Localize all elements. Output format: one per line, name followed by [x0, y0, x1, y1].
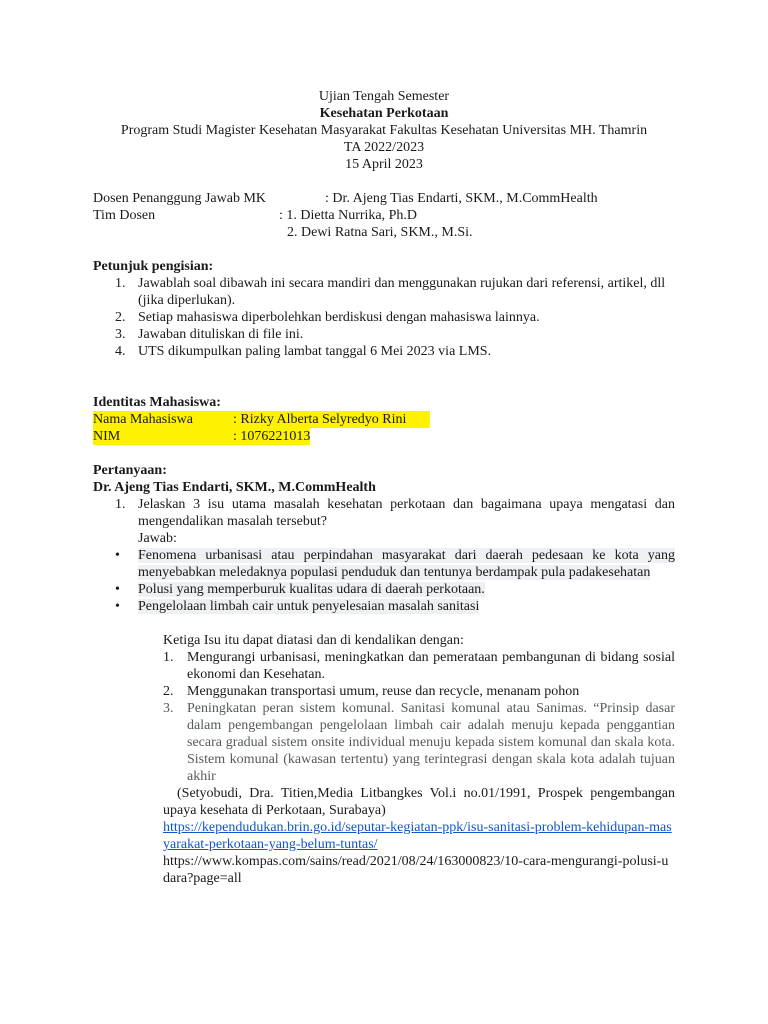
lecturer-name: Dr. Ajeng Tias Endarti, SKM., M.CommHealth	[93, 480, 376, 495]
tim-row-2	[93, 224, 675, 241]
question-list	[93, 496, 675, 530]
list-item: 4. UTS dikumpulkan paling lambat tanggal 6 Mei 2023 via LMS.	[115, 344, 492, 359]
exam-date: 15 April 2023	[345, 157, 423, 172]
list-item: 1. Jawablah soal dibawah ini secara mandiri dan menggunakan rujukan dari referensi, artikel, dll (jika diperlukan).	[115, 276, 666, 308]
tim-value-1: : 1. Dietta Nurrika, Ph.D	[279, 208, 418, 223]
dosen-value: : Dr. Ajeng Tias Endarti, SKM., M.CommHealth	[325, 191, 598, 206]
instructions-list	[93, 275, 675, 360]
identity-title: Identitas Mahasiswa:	[93, 395, 221, 410]
nim-label: NIM	[93, 429, 121, 444]
nim-value: : 1076221013	[233, 429, 311, 444]
list-item: • Fenomena urbanisasi atau perpindahan masyarakat dari daerah pedesaan ke kota yang menyebabkan meledaknya populasi penduduk dan tentunya berdampak pula padakesehatan	[115, 548, 675, 580]
question-item: 1. Jelaskan 3 isu utama masalah kesehatan perkotaan dan bagaimana upaya mengatasi dan mengendalikan masalah tersebut?	[115, 497, 675, 529]
name-label: Nama Mahasiswa	[93, 412, 193, 427]
tim-value-2: 2. Dewi Ratna Sari, SKM., M.Si.	[287, 225, 473, 240]
list-item: 1. Mengurangi urbanisasi, meningkatkan dan pemerataan pembangunan di bidang sosial ekonomi dan Kesehatan.	[163, 650, 675, 682]
name-row	[93, 411, 675, 428]
list-item: 3. Peningkatan peran sistem komunal. Sanitasi komunal atau Sanimas. “Prinsip dasar dalam pengembangan pengelolaan limbah cair adalah menuju kepada penggantian secara gradual sistem onsite individual menuju kepada sistem komunal dan skala kota. Sistem komunal (kawasan tertentu) yang terintegrasi dengan skala kota adalah tujuan akhir	[163, 701, 675, 784]
reference-link-brin[interactable]: https://kependudukan.brin.go.id/seputar-kegiatan-ppk/isu-sanitasi-problem-kehidupan-masyarakat-perkotaan-yang-belum-tuntas/	[163, 820, 672, 852]
list-item: • Pengelolaan limbah cair untuk penyelesaian masalah sanitasi	[115, 599, 480, 614]
questions-title: Pertanyaan:	[93, 463, 167, 478]
solutions-intro: Ketiga Isu itu dapat diatasi dan di kendalikan dengan:	[163, 633, 464, 648]
list-item: 2. Menggunakan transportasi umum, reuse dan recycle, menanam pohon	[163, 684, 580, 699]
document-page	[93, 88, 675, 887]
academic-year: TA 2022/2023	[343, 140, 425, 155]
citation: (Setyobudi, Dra. Titien,Media Litbangkes Vol.i no.01/1991, Prospek pengembangan upaya kesehata di Perkotaan, Surabaya)	[163, 786, 675, 818]
tim-label: Tim Dosen	[93, 208, 156, 223]
dosen-label: Dosen Penanggung Jawab MK	[93, 191, 267, 206]
program-name: Program Studi Magister Kesehatan Masyarakat Fakultas Kesehatan Universitas MH. Thamrin	[120, 123, 648, 138]
exam-title: Ujian Tengah Semester	[318, 89, 450, 104]
list-item: • Polusi yang memperburuk kualitas udara di daerah perkotaan.	[115, 582, 485, 597]
answer-label: Jawab:	[138, 531, 177, 546]
reference-link-1	[93, 819, 675, 853]
reference-link-2: https://www.kompas.com/sains/read/2021/08/24/163000823/10-cara-mengurangi-polusi-udara?page=all	[163, 854, 669, 886]
name-value: : Rizky Alberta Selyredyo Rini	[233, 412, 407, 427]
dosen-row	[93, 190, 675, 207]
nim-row	[93, 428, 675, 445]
list-item: 2. Setiap mahasiswa diperbolehkan berdiskusi dengan mahasiswa lainnya.	[115, 310, 540, 325]
instructions-title: Petunjuk pengisian:	[93, 259, 214, 274]
course-title: Kesehatan Perkotaan	[319, 106, 449, 121]
tim-row	[93, 207, 675, 224]
issues-list	[93, 547, 675, 615]
solutions-list	[93, 649, 675, 785]
list-item: 3. Jawaban dituliskan di file ini.	[115, 327, 304, 342]
